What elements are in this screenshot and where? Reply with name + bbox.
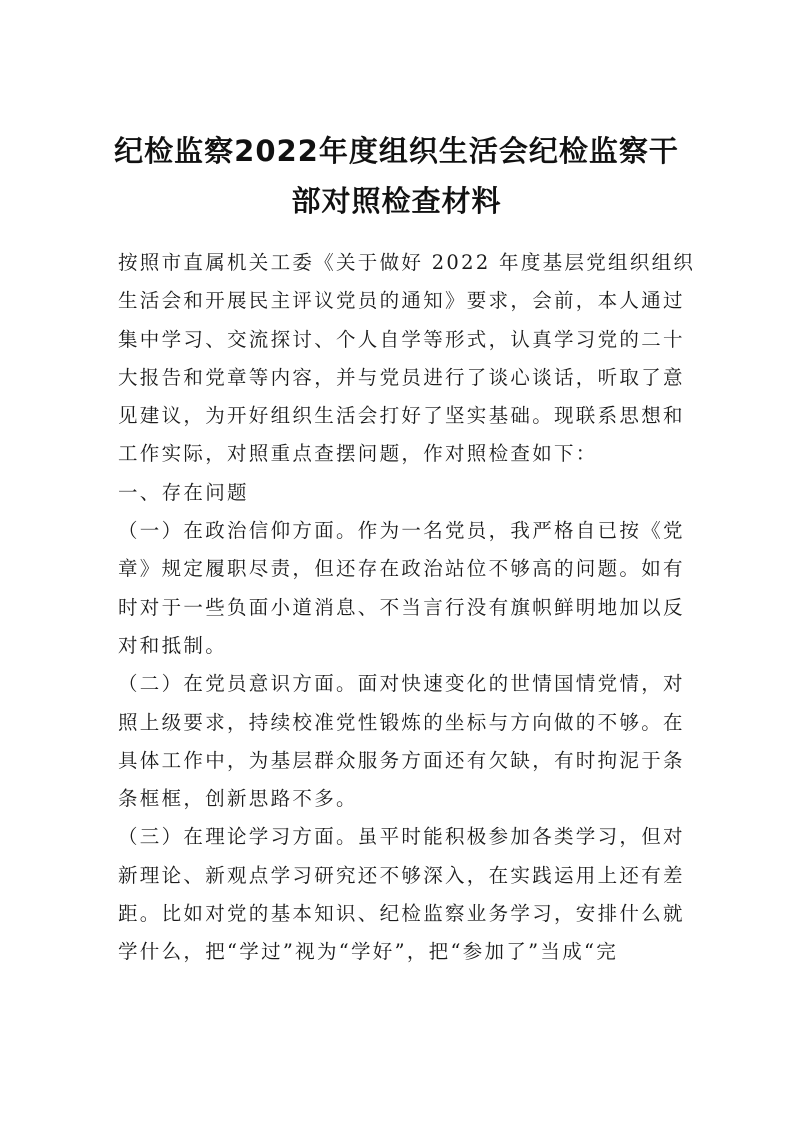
- body-line: （二）在党员意识方面。面对快速变化的世情国情党情，对: [118, 672, 685, 696]
- body-line: 大报告和党章等内容，并与党员进行了谈心谈话，听取了意: [118, 365, 685, 389]
- title-line-2: 部对照检查材料: [291, 184, 502, 218]
- body-line: 距。比如对党的基本知识、纪检监察业务学习，安排什么就: [118, 902, 685, 926]
- body-line: （三）在理论学习方面。虽平时能积极参加各类学习，但对: [118, 825, 685, 849]
- document-body: [118, 244, 696, 972]
- body-line: 新理论、新观点学习研究还不够深入，在实践运用上还有差: [118, 863, 685, 887]
- body-line: 按照市直属机关工委《关于做好 2022 年度基层党组织组织: [118, 251, 696, 274]
- document-title: [100, 126, 693, 226]
- body-line: 见建议，为开好组织生活会打好了坚实基础。现联系思想和: [118, 404, 685, 428]
- body-line: （一）在政治信仰方面。作为一名党员，我严格自已按《党: [118, 519, 685, 543]
- body-line: 集中学习、交流探讨、个人自学等形式，认真学习党的二十: [118, 327, 685, 351]
- body-line: 条框框，创新思路不多。: [118, 787, 358, 811]
- body-line: 章》规定履职尽责，但还存在政治站位不够高的问题。如有: [118, 557, 685, 581]
- body-line: 照上级要求，持续校准党性锻炼的坐标与方向做的不够。在: [118, 710, 685, 734]
- body-line: 工作实际，对照重点查摆问题，作对照检查如下：: [118, 442, 598, 466]
- body-line: 对和抵制。: [118, 633, 228, 657]
- body-line: 具体工作中，为基层群众服务方面还有欠缺，有时拘泥于条: [118, 748, 685, 772]
- body-line: 生活会和开展民主评议党员的通知》要求，会前，本人通过: [118, 289, 685, 313]
- title-line-1: 纪检监察2022年度组织生活会纪检监察干: [114, 134, 679, 168]
- body-line: 学什么，把“学过”视为“学好”，把“参加了”当成“完: [118, 940, 619, 964]
- section-heading: 一、存在问题: [118, 480, 249, 504]
- body-line: 时对于一些负面小道消息、不当言行没有旗帜鲜明地加以反: [118, 595, 685, 619]
